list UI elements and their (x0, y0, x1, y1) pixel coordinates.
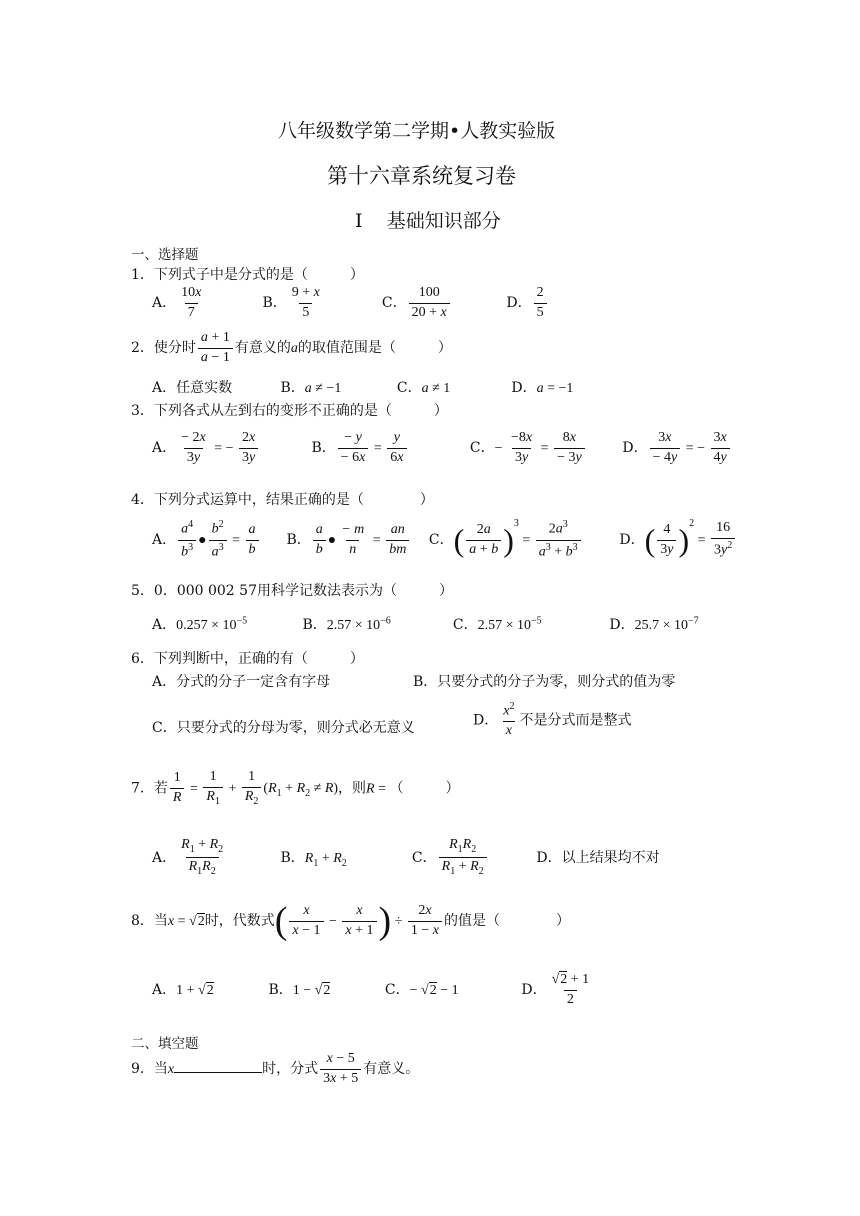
option-d: D． $\frac{√2 + 1}{2}$ (521, 972, 590, 1007)
option-c: C．$2.57 \times 10^{-5}$ (452, 615, 542, 633)
question-6-option-d: D． $\frac{x^2}{x}$ 不是分式而是整式 (473, 701, 632, 739)
paper-title: 第十六章系统复习卷 (327, 164, 516, 188)
part-title-fill: 二、填空题 (131, 1036, 199, 1052)
question-6-option-b: B．只要分式的分子为零，则分式的值为零 (413, 674, 676, 690)
option-c: C．( $\frac{2a}{a + b}$ )$^3$ = $\frac{2a^3}{a^3 + b^3}$ (429, 518, 615, 560)
option-a: A． $\frac{10x}{7}$ (152, 285, 202, 320)
option-b: B． $\frac{9 + x}{5}$ (262, 285, 320, 320)
option-a: A． $\frac{R_1 + R_2}{R_1R_2}$ (152, 837, 224, 878)
question-4-options (152, 518, 737, 560)
option-a: A．1 + √2 (152, 982, 214, 999)
option-b: B．1 − √2 (268, 982, 331, 999)
question-6-option-c: C．只要分式的分母为零，则分式必无意义 (152, 720, 415, 736)
question-6-stem: 6．下列判断中，正确的有（ ） (131, 651, 364, 667)
part-title-choice: 一、选择题 (131, 247, 199, 263)
option-c: C．a ≠ 1 (396, 380, 451, 396)
question-3-options (152, 431, 732, 465)
question-8-stem: 8．当x = √2时，代数式( $\frac{x}{x - 1}$ − $\frac{x}{x + 1}$ ) ÷ $\frac{2x}{1 - x}$ 的值是（ ） (131, 900, 571, 942)
option-b: B．$R_1 + R_2$ (280, 849, 347, 869)
option-a: A．任意实数 (152, 380, 233, 396)
question-7-stem: 7．若 $\frac{1}{R}$ = $\frac{1}{R_1}$ + $\frac{1}{R_2}$ $(R_1 + R_2 \ne R)$，则R = （ ） (131, 769, 460, 807)
question-9-stem: 9．当x 时，分式 $\frac{x - 5}{3x + 5}$ 有意义。 (131, 1051, 420, 1086)
option-b: B．$2.57 \times 10^{-6}$ (302, 615, 391, 633)
option-c: C．− √2 − 1 (384, 982, 459, 999)
section-heading (355, 206, 501, 233)
option-a: A． $\frac{a^4}{b^3}$ ● $\frac{b^2}{a^3}$ = $\frac{a}{b}$ (152, 520, 282, 560)
answer-blank[interactable] (174, 1058, 262, 1073)
option-a: A． $\frac{- 2x}{3y}$ = − $\frac{2x}{3y}$ (152, 431, 307, 465)
section-title: 基础知识部分 (386, 210, 501, 232)
question-7-options (152, 838, 660, 878)
option-d: D． $\frac{3x}{- 4y}$ = − $\frac{3x}{4y}$ (622, 440, 731, 456)
option-d: D．以上结果均不对 (536, 849, 660, 866)
option-b: B． $\frac{- y}{- 6x}$ = $\frac{y}{6x}$ (311, 431, 465, 465)
question-5-options (152, 614, 699, 634)
option-d: D．a = −1 (511, 380, 574, 396)
option-b: B．a ≠ −1 (280, 380, 342, 396)
question-2-options (152, 377, 573, 397)
question-8-options (152, 973, 594, 1007)
question-2-stem: 2．使分时 $\frac{a + 1}{a - 1}$ 有意义的a的取值范围是（ ） (131, 330, 452, 365)
question-5-stem: 5．0．000 002 57用科学记数法表示为（ ） (131, 583, 453, 599)
option-d: D． $\frac{2}{5}$ (506, 295, 548, 311)
option-c: C． $\frac{100}{20 + x}$ (382, 286, 502, 320)
option-a: A．$0.257 \times 10^{-5}$ (152, 615, 248, 633)
option-b: B． $\frac{a}{b}$ ● $\frac{- m}{n}$ = $\frac{an}{bm}$ (286, 523, 424, 557)
question-1-options (152, 286, 549, 320)
question-4-stem: 4．下列分式运算中，结果正确的是（ ） (131, 492, 434, 508)
question-1-stem: 1．下列式子中是分式的是（ ） (131, 267, 364, 283)
question-3-stem: 3．下列各式从左到右的变形不正确的是（ ） (131, 403, 448, 419)
option-d: D．( $\frac{4}{3y}$ )$^2$ = $\frac{16}{3y^2}$ (619, 532, 737, 548)
option-c: C．− $\frac{-8x}{3y}$ = $\frac{8x}{- 3y}$ (470, 431, 618, 465)
option-d: D．$25.7 \times 10^{-7}$ (609, 615, 699, 633)
section-numeral: I (355, 210, 363, 232)
option-c: C． $\frac{R_1R_2}{R_1 + R_2}$ (412, 838, 532, 878)
question-6-option-a: A．分式的分子一定含有字母 (152, 674, 331, 690)
paper-subtitle: 八年级数学第二学期•人教实验版 (278, 120, 556, 142)
